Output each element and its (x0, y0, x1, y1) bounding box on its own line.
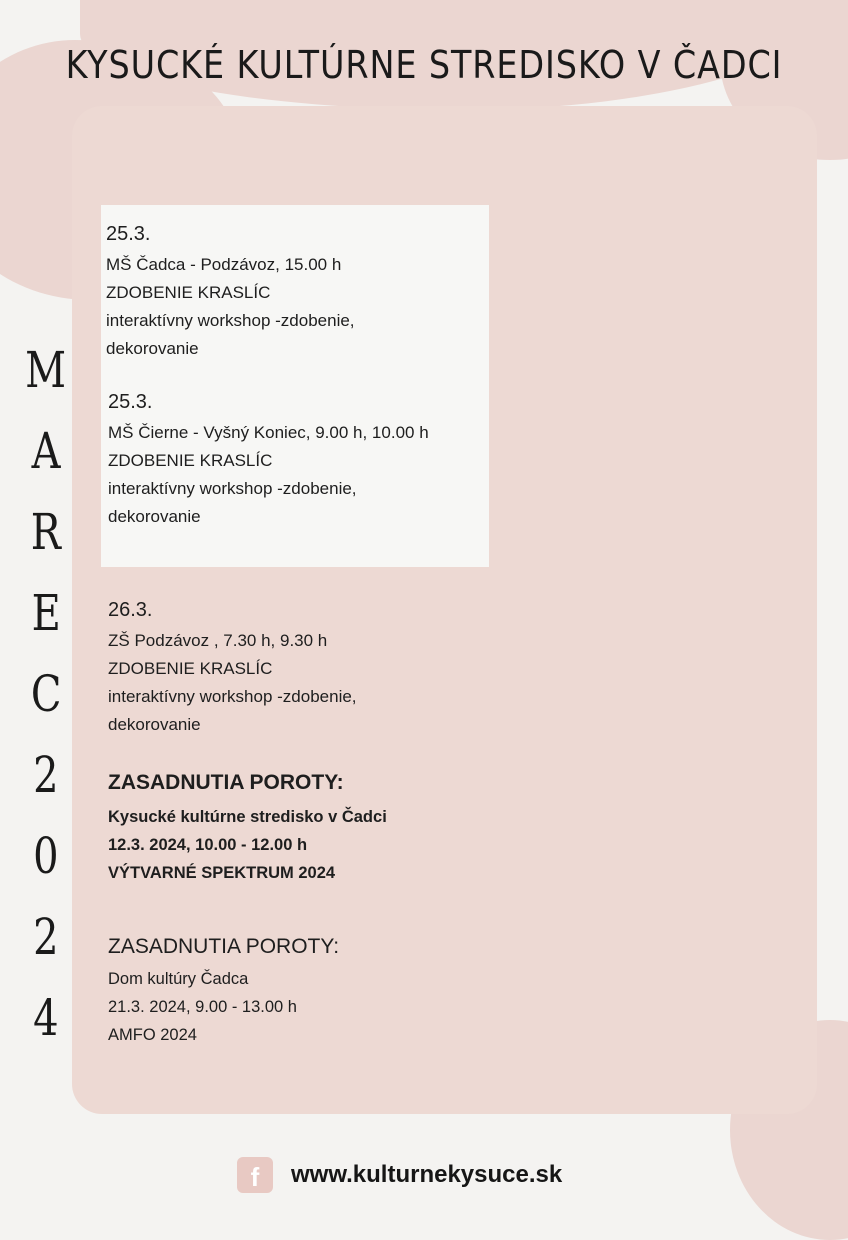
vertical-letter: 2 (33, 746, 59, 804)
page-title: KYSUCKÉ KULTÚRNE STREDISKO V ČADCI (65, 43, 783, 88)
event-venue: MŠ Čadca - Podzávoz, 15.00 h (106, 255, 342, 274)
jury-datetime: 12.3. 2024, 10.00 - 12.00 h (108, 836, 308, 854)
vertical-letter: E (31, 584, 61, 642)
jury-heading: ZASADNUTIA POROTY: (108, 935, 340, 958)
jury-meeting (108, 933, 339, 1049)
event-item (106, 221, 355, 363)
jury-competition: VÝTVARNÉ SPEKTRUM 2024 (108, 864, 336, 882)
event-title: ZDOBENIE KRASLÍC (106, 283, 271, 302)
vertical-letter: 4 (33, 989, 59, 1047)
event-description: dekorovanie (108, 507, 201, 526)
vertical-letter: C (30, 665, 62, 723)
jury-datetime: 21.3. 2024, 9.00 - 13.00 h (108, 998, 297, 1016)
event-venue: MŠ Čierne - Vyšný Koniec, 9.00 h, 10.00 h (108, 423, 429, 442)
facebook-icon[interactable]: f (237, 1157, 273, 1193)
vertical-letter: R (30, 503, 62, 561)
vertical-letter: M (25, 341, 67, 399)
event-date: 25.3. (108, 391, 153, 413)
event-date: 26.3. (108, 599, 153, 621)
event-description: dekorovanie (108, 715, 201, 734)
vertical-letter: A (31, 422, 61, 480)
website-link[interactable]: www.kulturnekysuce.sk (291, 1161, 563, 1188)
event-description: interaktívny workshop -zdobenie, (106, 311, 355, 330)
event-description: interaktívny workshop -zdobenie, (108, 479, 357, 498)
jury-competition: AMFO 2024 (108, 1026, 197, 1044)
jury-venue: Kysucké kultúrne stredisko v Čadci (108, 808, 387, 826)
footer (237, 1157, 562, 1193)
vertical-letter: 2 (33, 908, 59, 966)
month-year-vertical (18, 338, 74, 1067)
event-description: interaktívny workshop -zdobenie, (108, 687, 357, 706)
event-date: 25.3. (106, 223, 151, 245)
jury-venue: Dom kultúry Čadca (108, 970, 249, 988)
event-item (108, 389, 429, 531)
event-title: ZDOBENIE KRASLÍC (108, 451, 273, 470)
event-venue: ZŠ Podzávoz , 7.30 h, 9.30 h (108, 631, 328, 650)
event-item (108, 597, 357, 739)
event-title: ZDOBENIE KRASLÍC (108, 659, 273, 678)
event-description: dekorovanie (106, 339, 199, 358)
jury-heading: ZASADNUTIA POROTY: (108, 771, 344, 794)
jury-meeting (108, 769, 387, 887)
vertical-letter: 0 (33, 827, 59, 885)
